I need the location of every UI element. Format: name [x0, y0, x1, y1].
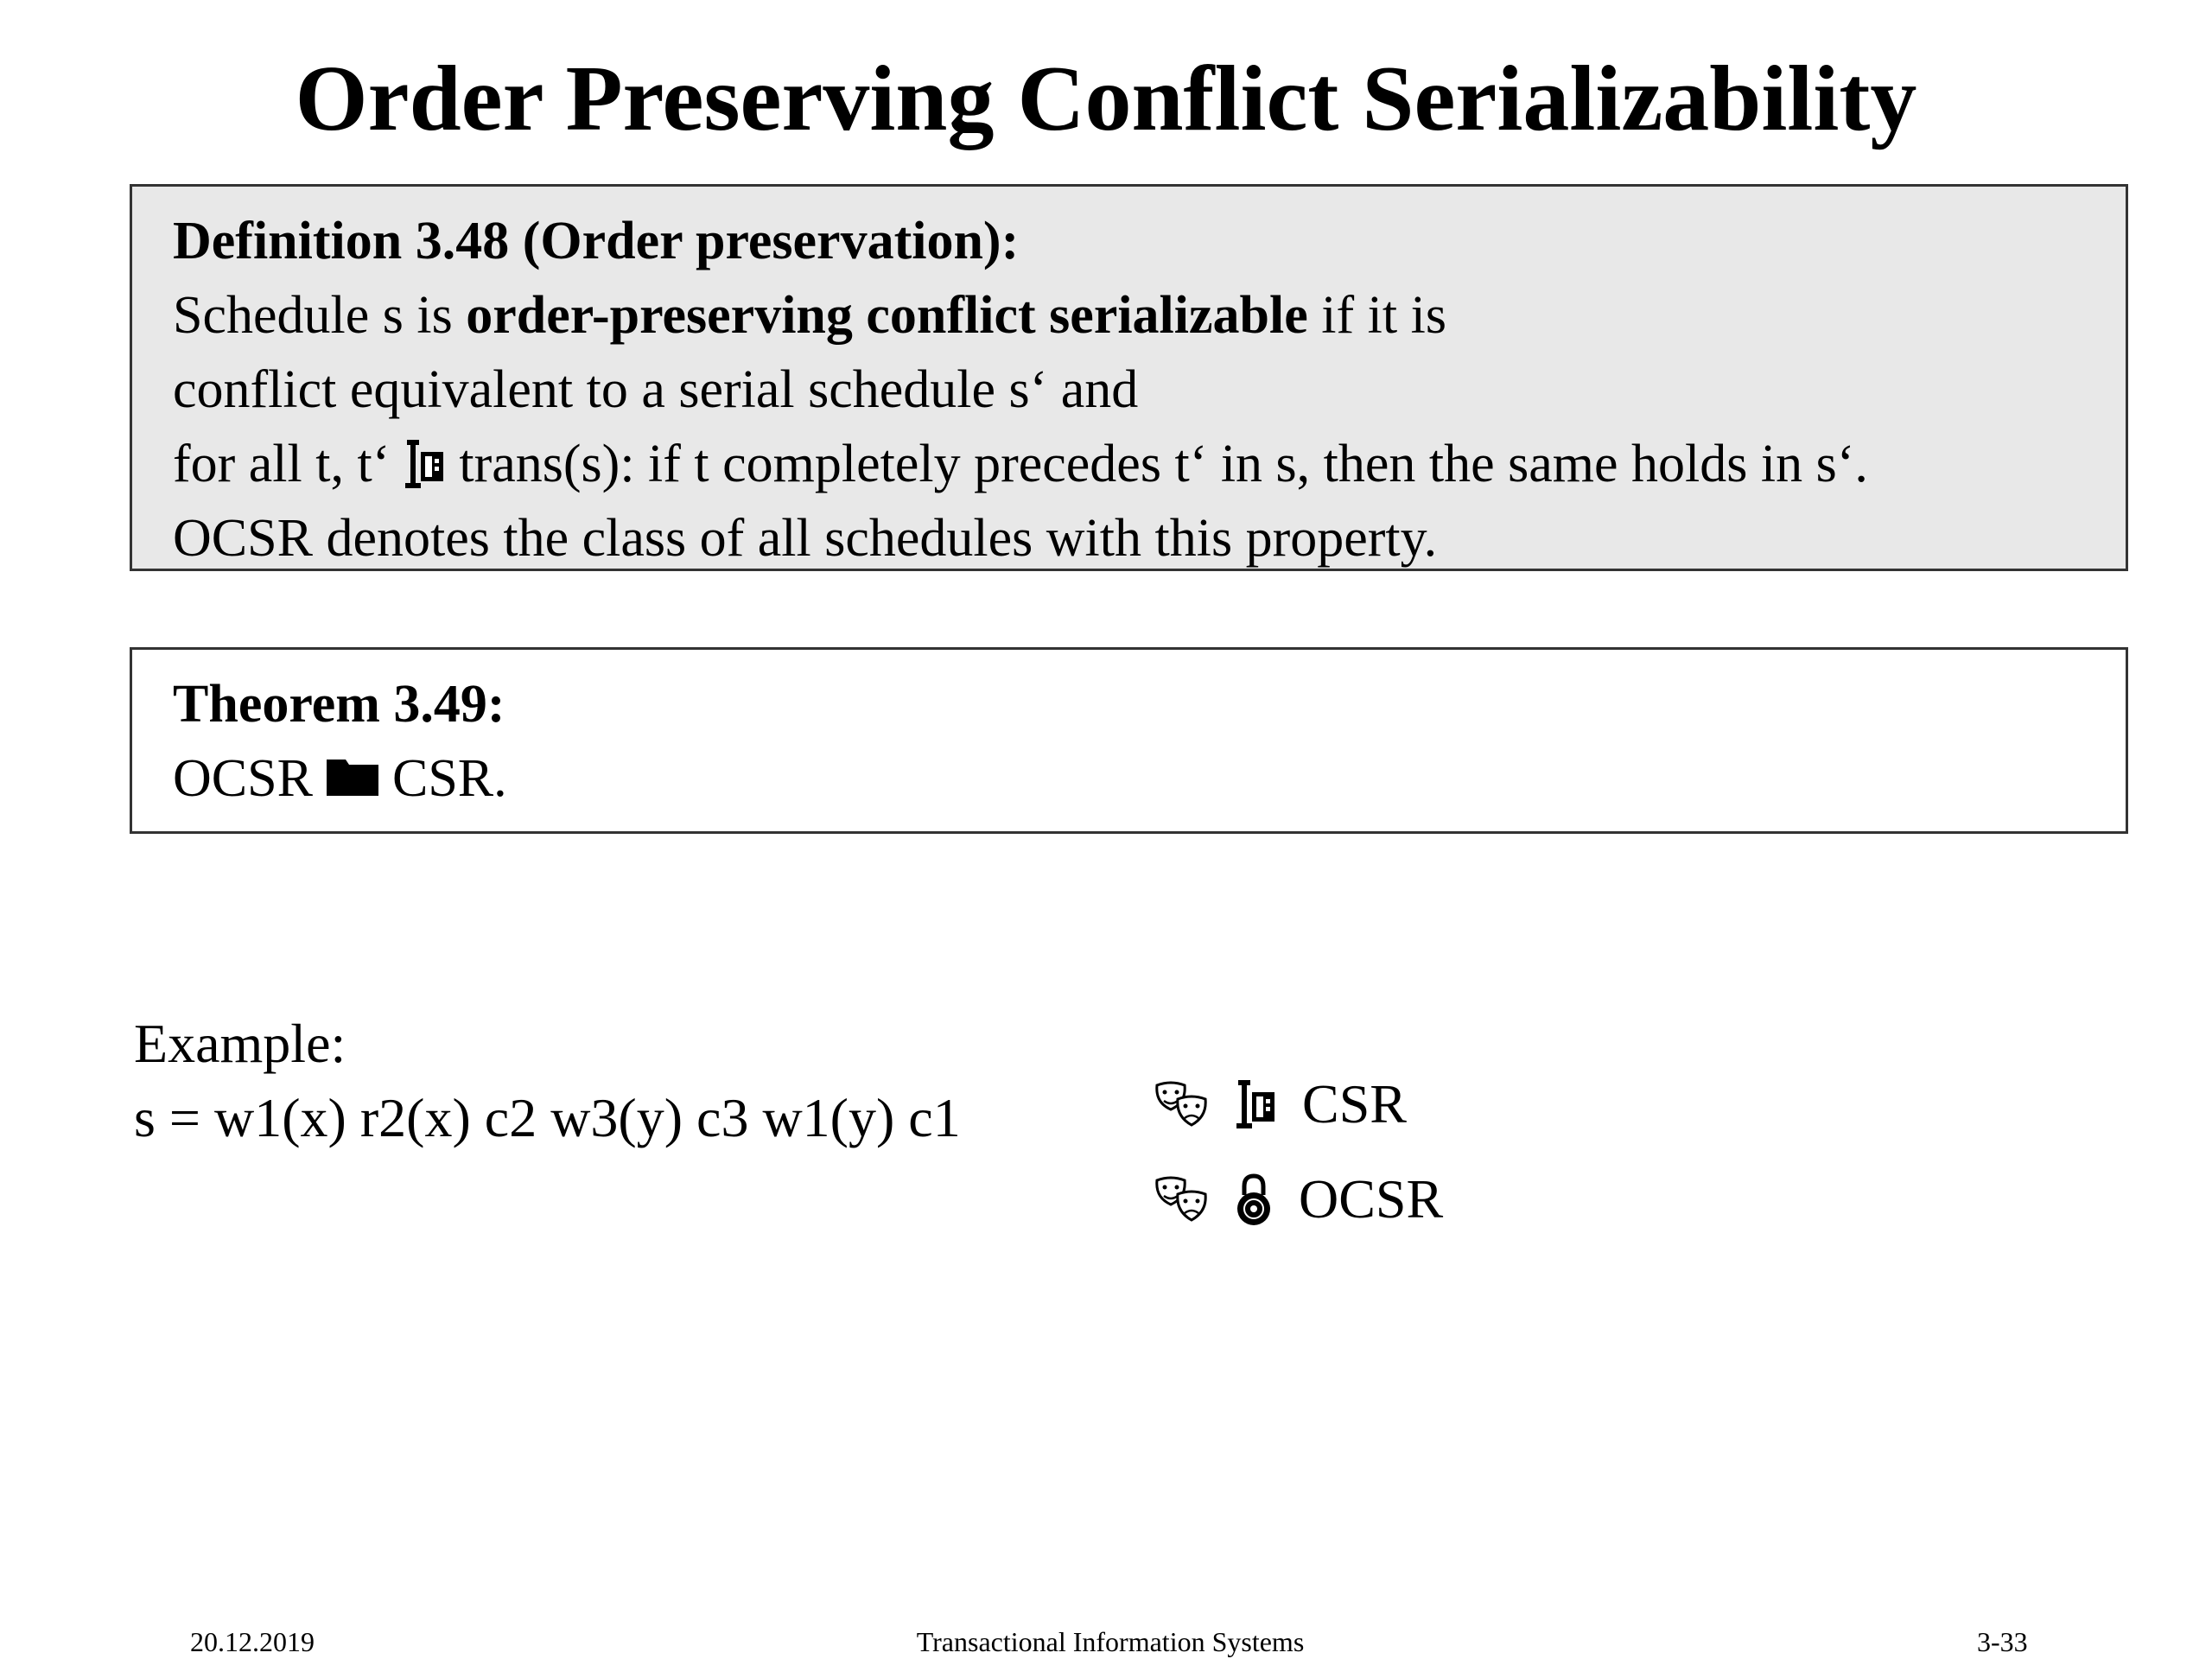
padlock-icon [1233, 1173, 1274, 1226]
slide-title: Order Preserving Conflict Serializability [295, 48, 1917, 150]
example-claim-ocsr [1154, 1162, 1443, 1236]
theater-masks-icon [1154, 1080, 1211, 1128]
definition-line-2: conflict equivalent to a serial schedule s‘ and [173, 360, 1139, 419]
example-block [134, 1007, 961, 1155]
theorem-rhs: CSR. [391, 749, 507, 808]
claim-ocsr-label: OCSR [1299, 1168, 1444, 1230]
definition-line-1-start: Schedule s is [173, 286, 467, 345]
theorem-lhs: OCSR [173, 749, 313, 808]
definition-line-4: OCSR denotes the class of all schedules with this property. [173, 509, 1438, 568]
definition-line-3-start: for all t, t‘ [173, 435, 391, 493]
element-of-symbol-icon [402, 438, 447, 490]
theater-masks-icon [1154, 1175, 1211, 1224]
example-label: Example: [134, 1013, 346, 1074]
definition-term: order-preserving conflict serializable [466, 286, 1308, 345]
example-claim-csr [1154, 1067, 1407, 1141]
definition-line-1 [173, 278, 2126, 353]
definition-line-3 [173, 427, 2126, 501]
element-of-symbol-icon [1233, 1078, 1278, 1130]
theorem-heading: Theorem 3.49: [173, 675, 505, 734]
definition-line-1-end: if it is [1307, 286, 1446, 345]
subset-symbol-icon [325, 754, 380, 798]
theorem-box [130, 647, 2128, 834]
theorem-statement [173, 741, 2126, 816]
footer-course: Transactional Information Systems [916, 1626, 1305, 1657]
definition-line-3-end: trans(s): if t completely precedes t‘ in s, then the same holds in s‘. [459, 435, 1868, 493]
example-schedule: s = w1(x) r2(x) c2 w3(y) c3 w1(y) c1 [134, 1087, 961, 1148]
definition-box [130, 184, 2128, 571]
footer-date: 20.12.2019 [190, 1626, 315, 1657]
footer-page-number: 3-33 [1977, 1626, 2028, 1657]
claim-csr-label: CSR [1302, 1073, 1407, 1135]
definition-heading: Definition 3.48 (Order preservation): [173, 212, 1020, 270]
